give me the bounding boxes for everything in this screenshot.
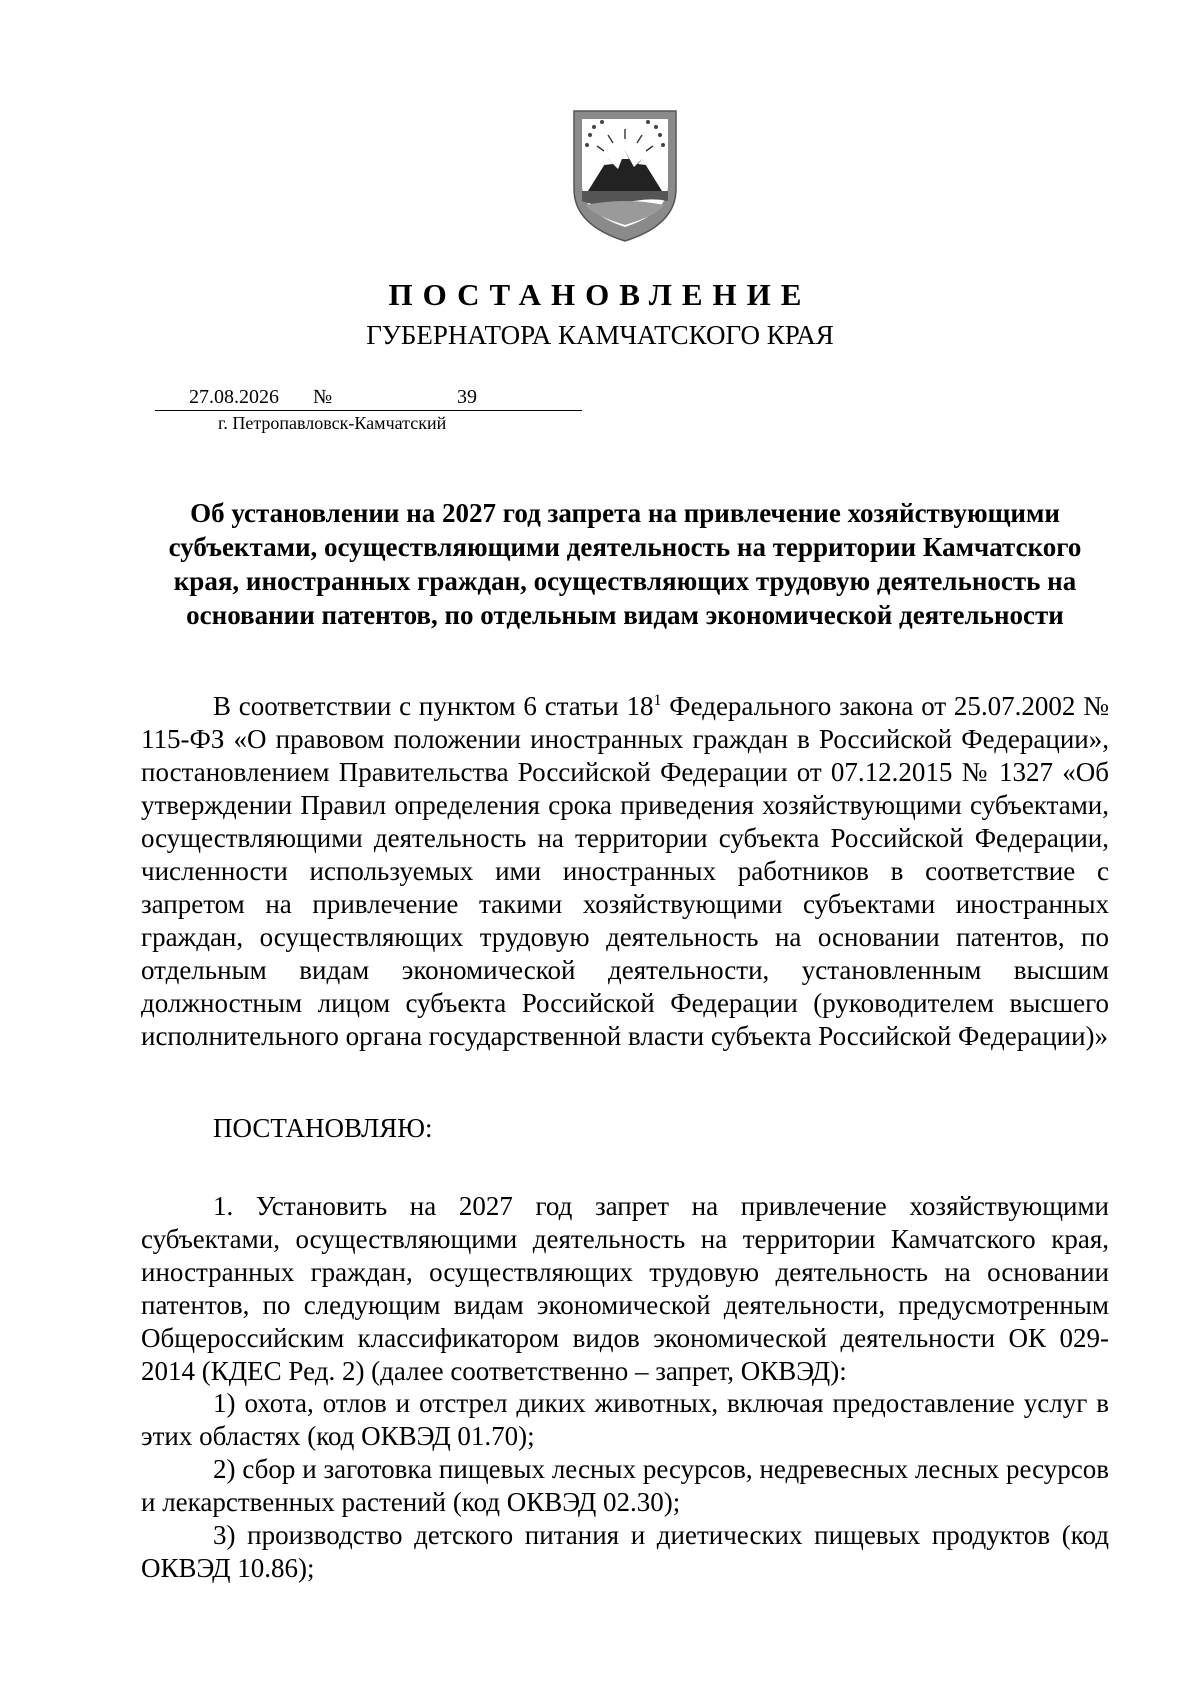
document-subject: Об установлении на 2027 год запрета на привлечение хозяйствующими субъектами, осуществляющими деятельность на территории Камчатского края, иностранных граждан, осуществляющих трудовую деятельность на основании патентов, по отдельным видам экономической деятельности — [168, 498, 1082, 630]
document-number: 39 — [457, 386, 477, 408]
number-sign: № — [313, 386, 333, 408]
list-item: 3) производство детского питания и диетических пищевых продуктов (код ОКВЭД 10.86); — [141, 1520, 1109, 1583]
preamble-paragraph — [141, 690, 1109, 1053]
preamble-text-rest: Федерального закона от 25.07.2002 № 115-ФЗ «О правовом положении иностранных граждан в Российской Федерации», постановлением Правительства Российской Федерации от 07.12.2015 № 1327 «Об утверждении Правил определения срока приведения хозяйствующими субъектами, осуществляющими деятельность на территории субъекта Российской Федерации, численности используемых ими иностранных работников в соответствие с запретом на привлечение такими хозяйствующими субъектами иностранных граждан, осуществляющих трудовую деятельность на основании патентов, по отдельным видам экономической деятельности, установленным высшим должностным лицом субъекта Российской Федерации (руководителем высшего исполнительного органа государственной власти субъекта Российской Федерации)» — [141, 691, 1109, 1051]
coat-of-arms-emblem — [568, 105, 682, 245]
list-item: 2) сбор и заготовка пищевых лесных ресурсов, недревесных лесных ресурсов и лекарственных растений (код ОКВЭД 02.30); — [141, 1454, 1109, 1517]
preamble-superscript: 1 — [653, 692, 662, 709]
decree-word: ПОСТАНОВЛЯЮ: — [213, 1113, 433, 1143]
subitems-list — [141, 1387, 1109, 1585]
document-place: г. Петропавловск-Камчатский — [218, 413, 447, 433]
document-issuer: ГУБЕРНАТОРА КАМЧАТСКОГО КРАЯ — [366, 320, 834, 350]
item-1-paragraph: 1. Установить на 2027 год запрет на привлечение хозяйствующими субъектами, осуществляющими деятельность на территории Камчатского края, иностранных граждан, осуществляющих трудовую деятельность на основании патентов, по следующим видам экономической деятельности, предусмотренным Общероссийским классификатором видов экономической деятельности ОК 029-2014 (КДЕС Ред. 2) (далее соответственно – запрет, ОКВЭД): — [141, 1191, 1109, 1386]
date-number-line — [155, 384, 582, 411]
document-date: 27.08.2026 — [189, 386, 279, 408]
document-title: ПОСТАНОВЛЕНИЕ — [388, 277, 812, 312]
list-item: 1) охота, отлов и отстрел диких животных, включая предоставление услуг в этих областях (код ОКВЭД 01.70); — [141, 1388, 1109, 1451]
preamble-text-start: В соответствии с пунктом 6 статьи 18 — [213, 691, 654, 721]
